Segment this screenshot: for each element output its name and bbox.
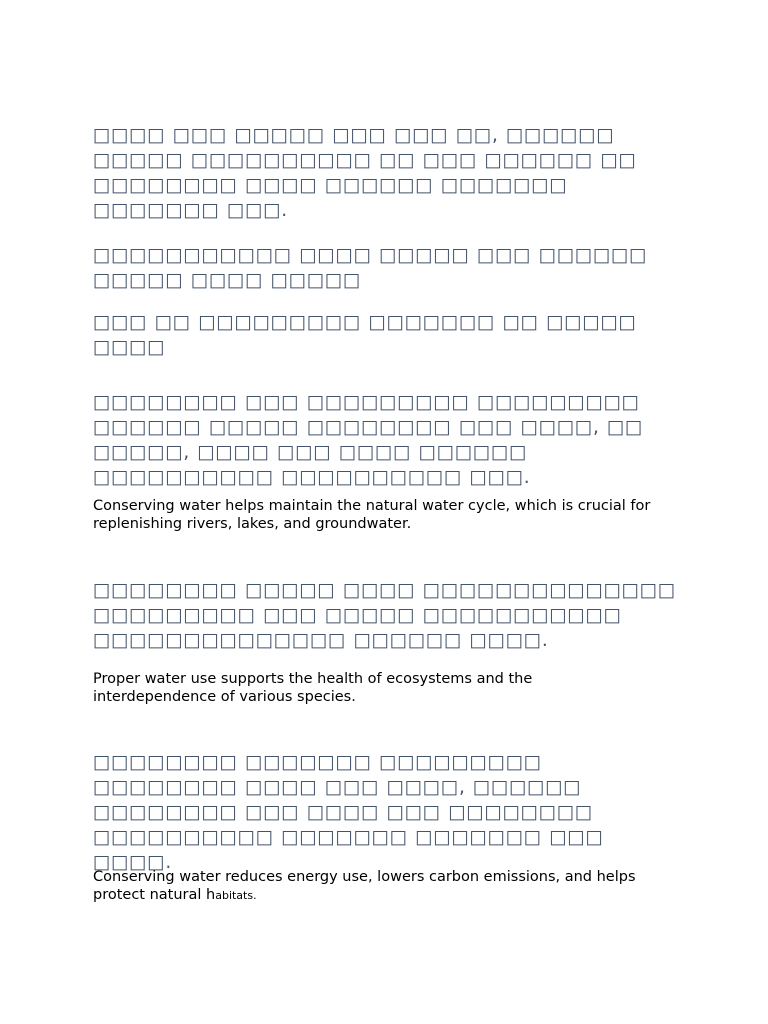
paragraph-9 (93, 868, 683, 905)
paragraph-7: Proper water use supports the health of ecosystems and the interdependence of various species. (93, 671, 533, 705)
paragraph-4: □□□□□□□□ □□□ □□□□□□□□□ □□□□□□□□□ □□□□□□ □□□□□ □□□□□□□□ □□□ □□□□, □□ □□□□□, □□□□ □□□ □□□□ □□□□□□ □□□□□□□□□□ □□□□□□□□□□ □□□. (93, 392, 644, 488)
paragraph-3: □□□ □□ □□□□□□□□□ □□□□□□□ □□ □□□□□ □□□□ (93, 312, 637, 358)
paragraph-9-main: Conserving water reduces energy use, lowers carbon emissions, and helps protect natural h (93, 869, 636, 903)
paragraph-8: □□□□□□□□ □□□□□□□ □□□□□□□□□ □□□□□□□□ □□□□ □□□ □□□□, □□□□□□ □□□□□□□□ □□□ □□□□ □□□ □□□□□□□□ □□□□□□□□□□ □□□□□□□ □□□□□□□ □□□ □□□□. (93, 752, 604, 873)
paragraph-2: □□□□□□□□□□□ □□□□ □□□□□ □□□ □□□□□□ □□□□□ □□□□ □□□□□ (93, 245, 648, 291)
paragraph-5: Conserving water helps maintain the natural water cycle, which is crucial for replenishing rivers, lakes, and groundwater. (93, 498, 651, 532)
paragraph-6: □□□□□□□□ □□□□□ □□□□ □□□□□□□□□□□□□□ □□□□□□□□□ □□□ □□□□□ □□□□□□□□□□□ □□□□□□□□□□□□□□ □□□□□□ □□□□. (93, 580, 676, 651)
paragraph-9-tail: abitats. (215, 889, 257, 902)
paragraph-1: □□□□ □□□ □□□□□ □□□ □□□ □□, □□□□□□ □□□□□ □□□□□□□□□□ □□ □□□ □□□□□□ □□ □□□□□□□□ □□□□ □□□□□□ □□□□□□□ □□□□□□□ □□□. (93, 125, 637, 221)
